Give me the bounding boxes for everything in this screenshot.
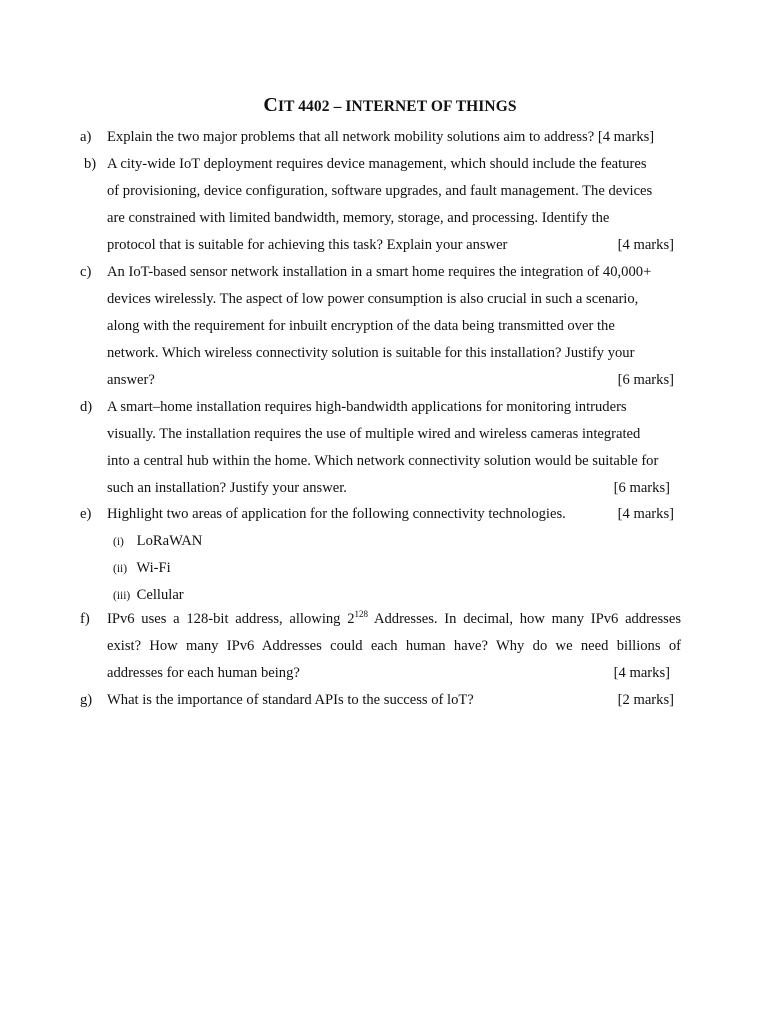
subitem-label: (ii): [113, 563, 128, 575]
question-line: exist? How many IPv6 Addresses could each human have? Why do we need billions of: [107, 638, 681, 654]
question-line: into a central hub within the home. Which network connectivity solution would be suitable for: [107, 453, 659, 469]
subitem: [113, 555, 171, 583]
marks-label: [4 marks]: [617, 506, 674, 522]
question-label: g): [80, 692, 93, 708]
subitem-text: Cellular: [136, 587, 184, 603]
question-line: such an installation? Justify your answer.: [107, 480, 347, 496]
question-line: along with the requirement for inbuilt encryption of the data being transmitted over the: [107, 318, 615, 334]
question-label: e): [80, 506, 92, 522]
title-rest: IT 4402 – INTERNET OF THINGS: [277, 98, 517, 115]
question-line-with-marks: [107, 475, 681, 502]
question-text: [107, 124, 681, 151]
marks-label: [6 marks]: [613, 480, 670, 496]
question-line: visually. The installation requires the use of multiple wired and wireless cameras integrated: [107, 426, 641, 442]
subitem: [113, 528, 202, 556]
page-title: [0, 94, 768, 117]
question-line-part: IPv6 uses a 128-bit address, allowing 2: [107, 611, 355, 627]
marks-label: [2 marks]: [617, 692, 674, 708]
question-text: [107, 501, 681, 528]
question-line-with-marks: [107, 660, 681, 687]
question-line: [107, 606, 681, 633]
question-line-with-marks: [107, 687, 681, 714]
subitem-label: (i): [113, 536, 124, 548]
question-line: of provisioning, device configuration, software upgrades, and fault management. The devices: [107, 183, 653, 199]
question-line: A city-wide IoT deployment requires device management, which should include the features: [107, 156, 647, 172]
marks-label: [4 marks]: [617, 237, 674, 253]
marks-label: [6 marks]: [617, 372, 674, 388]
question-line-with-marks: [107, 232, 681, 259]
question-label: a): [80, 129, 92, 145]
title-initial: C: [263, 94, 278, 116]
marks-label: [4 marks]: [613, 665, 670, 681]
question-text: [107, 394, 681, 502]
question-line-with-marks: [107, 501, 681, 528]
question-text: [107, 606, 681, 687]
question-line: An IoT-based sensor network installation in a smart home requires the integration of 40,000+: [107, 264, 652, 280]
question-line-part: Addresses. In decimal, how many IPv6 addresses: [368, 611, 681, 627]
question-line: network. Which wireless connectivity solution is suitable for this installation? Justify your: [107, 345, 635, 361]
question-line: Explain the two major problems that all network mobility solutions aim to address? [4 marks]: [107, 129, 655, 145]
question-line: addresses for each human being?: [107, 665, 300, 681]
exponent: 128: [354, 609, 369, 619]
question-text: [107, 687, 681, 714]
question-text: [107, 259, 681, 394]
question-label: c): [80, 264, 92, 280]
question-label: d): [80, 399, 93, 415]
subitem-label: (iii): [113, 590, 131, 602]
subitem-text: LoRaWAN: [136, 533, 203, 549]
question-line: Highlight two areas of application for the following connectivity technologies.: [107, 506, 566, 522]
question-line: What is the importance of standard APIs to the success of loT?: [107, 692, 474, 708]
question-line: A smart–home installation requires high-bandwidth applications for monitoring intruders: [107, 399, 627, 415]
question-text: [107, 151, 681, 259]
question-line: devices wirelessly. The aspect of low power consumption is also crucial in such a scenario,: [107, 291, 639, 307]
subitem-text: Wi-Fi: [136, 560, 171, 576]
question-line: protocol that is suitable for achieving this task? Explain your answer: [107, 237, 508, 253]
question-line-with-marks: [107, 367, 681, 394]
question-line: answer?: [107, 372, 155, 388]
question-label: b): [84, 156, 97, 172]
question-label: f): [80, 611, 90, 627]
question-line: are constrained with limited bandwidth, memory, storage, and processing. Identify the: [107, 210, 610, 226]
